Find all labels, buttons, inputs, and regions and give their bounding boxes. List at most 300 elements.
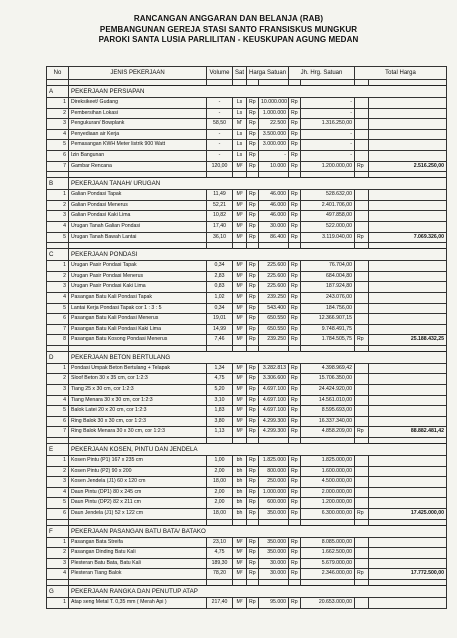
item-unit: M³ [233,211,247,222]
table-row [47,477,447,488]
currency-label: Rp [289,282,301,293]
currency-label: Rp [289,303,301,314]
item-no: 5 [47,232,69,243]
item-amount: - [301,129,355,140]
table-row [47,498,447,509]
table-row [47,129,447,140]
item-unit: M³ [233,314,247,325]
item-unit-price: 4.697.100 [259,395,289,406]
currency-label: Rp [289,271,301,282]
item-unit-price: 225.600 [259,261,289,272]
currency-label: Rp [247,200,259,211]
item-no: 3 [47,282,69,293]
currency-label: Rp [289,292,301,303]
currency-label: Rp [247,129,259,140]
table-row [47,282,447,293]
currency-label: Rp [247,498,259,509]
item-no: 5 [47,406,69,417]
item-unit: M³ [233,406,247,417]
item-amount: 1.662.500,00 [301,548,355,559]
item-unit-price: 350.000 [259,537,289,548]
currency-label: Rp [289,385,301,396]
currency-label: Rp [289,335,301,346]
item-no: 4 [47,487,69,498]
item-volume: 36,10 [207,232,233,243]
currency-label: Rp [247,190,259,201]
item-unit-price: - [259,150,289,161]
item-volume: 4,75 [207,374,233,385]
currency-label: Rp [247,232,259,243]
item-name: Pondasi Umpak Beton Bertulang + Telapak [69,363,207,374]
item-unit-price: 46.000 [259,211,289,222]
currency-label: Rp [289,416,301,427]
item-volume: 0,34 [207,303,233,314]
currency-label: Rp [247,395,259,406]
currency-label: Rp [355,335,369,346]
section-letter: F [47,525,69,537]
item-unit: bh [233,477,247,488]
currency-label: Rp [289,597,301,608]
currency-label: Rp [289,232,301,243]
section-total: 2.516.250,00 [369,161,447,172]
item-volume: 1,13 [207,427,233,438]
currency-label: Rp [289,477,301,488]
item-name: Kosen Pintu (P1) 167 x 235 cm [69,456,207,467]
table-row [47,221,447,232]
item-name: Urugan Tanah Bawah Lantai [69,232,207,243]
currency-label: Rp [289,509,301,520]
currency-label: Rp [247,119,259,130]
section-title: PEKERJAAN RANGKA DAN PENUTUP ATAP [69,585,447,597]
section-row [47,525,447,537]
item-no: 4 [47,221,69,232]
col-header-unit-price: Harga Satuan [247,67,289,80]
item-no: 8 [47,335,69,346]
item-volume: 14,99 [207,324,233,335]
item-volume: - [207,108,233,119]
currency-label: Rp [289,548,301,559]
item-volume: 5,20 [207,385,233,396]
item-name: Galian Pondasi Tapak [69,190,207,201]
table-row [47,98,447,109]
section-letter: C [47,249,69,261]
item-name: Pasangan Batu Kosong Pondasi Menerus [69,335,207,346]
item-amount: 4.858.209,00 [301,427,355,438]
table-row [47,314,447,325]
item-volume: 18,00 [207,477,233,488]
col-header-no: No [47,67,69,80]
section-title: PEKERJAAN BETON BERTULANG [69,351,447,363]
table-header-row [47,67,447,80]
section-total: 88.882.481,42 [369,427,447,438]
section-title: PEKERJAAN KOSEN, PINTU DAN JENDELA [69,444,447,456]
item-unit-price: 800.000 [259,466,289,477]
currency-label: Rp [289,427,301,438]
item-name: Urugan Tanah Galian Pondasi [69,221,207,232]
item-unit: M³ [233,261,247,272]
item-no: 3 [47,385,69,396]
section-total: 17.425.000,00 [369,509,447,520]
item-unit: M² [233,597,247,608]
currency-label: Rp [247,314,259,325]
item-amount: 243.076,00 [301,292,355,303]
item-unit-price: 600.000 [259,498,289,509]
item-name: Plesteran Batu Bata, Batu Kali [69,558,207,569]
section-row [47,249,447,261]
item-name: Kosen Pintu (P2) 90 x 200 [69,466,207,477]
currency-label: Rp [289,569,301,580]
table-row [47,303,447,314]
item-name: Kosen Jendela (J1) 60 x 120 cm [69,477,207,488]
item-volume: 3,80 [207,416,233,427]
item-name: Izin Bangunan [69,150,207,161]
table-row [47,385,447,396]
item-amount: 15.706.350,00 [301,374,355,385]
item-volume: 120,00 [207,161,233,172]
item-amount: 6.300.000,00 [301,509,355,520]
table-row [47,211,447,222]
item-name: Tiang Menara 30 x 30 cm, cor 1:2:3 [69,395,207,406]
item-unit-price: 30.000 [259,221,289,232]
item-no: 2 [47,108,69,119]
table-row [47,569,447,580]
item-amount: - [301,108,355,119]
item-unit: M³ [233,395,247,406]
item-volume: 2,00 [207,498,233,509]
parish-name: PAROKI SANTA LUSIA PARLILITAN - KEUSKUPAN AGUNG MEDAN [98,35,359,44]
item-amount: - [301,150,355,161]
item-no: 3 [47,211,69,222]
item-unit-price: 239.250 [259,292,289,303]
item-unit-price: 4.697.100 [259,385,289,396]
currency-label: Rp [247,456,259,467]
item-unit-price: 250.000 [259,477,289,488]
section-letter: G [47,585,69,597]
item-no: 6 [47,314,69,325]
item-volume: 2,83 [207,271,233,282]
item-unit-price: 225.600 [259,282,289,293]
item-no: 2 [47,200,69,211]
item-unit-price: 46.000 [259,200,289,211]
item-unit-price: 1.825.000 [259,456,289,467]
item-unit: M² [233,537,247,548]
item-name: Galian Pondasi Menerus [69,200,207,211]
item-unit: Ls [233,108,247,119]
item-amount: 24.424.920,00 [301,385,355,396]
item-amount: 1.200.000,00 [301,498,355,509]
currency-label: Rp [247,487,259,498]
section-title: PEKERJAAN TANAH/ URUGAN [69,178,447,190]
currency-label: Rp [247,406,259,417]
currency-label: Rp [247,108,259,119]
item-no: 4 [47,129,69,140]
currency-label: Rp [289,98,301,109]
section-title: PEKERJAAN PASANGAN BATU BATA/ BATAKO [69,525,447,537]
table-row [47,427,447,438]
item-unit: bh [233,456,247,467]
section-row [47,178,447,190]
item-unit: M² [233,558,247,569]
item-unit: M² [233,569,247,580]
item-unit-price: 10.000.000 [259,98,289,109]
item-no: 3 [47,558,69,569]
item-name: Pasangan Batu Kali Pondasi Menerus [69,314,207,325]
item-no: 5 [47,140,69,151]
item-no: 3 [47,119,69,130]
item-unit: M² [233,161,247,172]
currency-label: Rp [289,108,301,119]
item-unit: M³ [233,200,247,211]
currency-label: Rp [355,569,369,580]
currency-label: Rp [247,211,259,222]
item-amount: 2.346.000,00 [301,569,355,580]
currency-label: Rp [289,261,301,272]
table-row [47,456,447,467]
section-row [47,444,447,456]
item-unit: bh [233,466,247,477]
col-header-amount: Jh. Hrg. Satuan [289,67,355,80]
item-unit: M³ [233,335,247,346]
item-volume: - [207,98,233,109]
item-volume: 78,20 [207,569,233,580]
currency-label: Rp [247,427,259,438]
section-total: 7.069.326,00 [369,232,447,243]
item-no: 5 [47,303,69,314]
currency-label: Rp [247,597,259,608]
item-unit-price: 4.299.300 [259,416,289,427]
item-name: Balok Latei 20 x 20 cm, cor 1:2:3 [69,406,207,417]
item-amount: 522.000,00 [301,221,355,232]
currency-label: Rp [247,98,259,109]
item-unit-price: 95.000 [259,597,289,608]
currency-label: Rp [247,303,259,314]
item-amount: 684.004,80 [301,271,355,282]
item-no: 3 [47,477,69,488]
item-unit: M³ [233,416,247,427]
item-unit: M³ [233,303,247,314]
item-name: Pembersihan Lokasi [69,108,207,119]
item-unit: Ls [233,98,247,109]
table-row [47,232,447,243]
section-letter: A [47,86,69,98]
item-volume: 18,00 [207,509,233,520]
section-letter: E [47,444,69,456]
item-unit-price: 3.500.000 [259,129,289,140]
item-unit-price: 46.000 [259,190,289,201]
item-name: Gambar Rencana [69,161,207,172]
currency-label: Rp [289,211,301,222]
item-no: 1 [47,261,69,272]
currency-label: Rp [289,395,301,406]
item-name: Daun Jendela (J1) 52 x 122 cm [69,509,207,520]
table-row [47,200,447,211]
item-name: Pasangan Batu Kali Pondasi Tapak [69,292,207,303]
item-volume: 0,34 [207,261,233,272]
item-volume: 217,40 [207,597,233,608]
currency-label: Rp [355,509,369,520]
item-name: Urugan Pasir Pondasi Tapak [69,261,207,272]
item-no: 2 [47,466,69,477]
currency-label: Rp [247,221,259,232]
item-amount: - [301,140,355,151]
item-unit-price: 3.282.813 [259,363,289,374]
item-volume: 52,21 [207,200,233,211]
item-amount: 9.748.491,75 [301,324,355,335]
item-no: 1 [47,98,69,109]
table-row [47,558,447,569]
item-no: 4 [47,292,69,303]
item-name: Galian Pondasi Kaki Lima [69,211,207,222]
currency-label: Rp [247,324,259,335]
item-name: Urugan Pasir Pondasi Menerus [69,271,207,282]
item-amount: 1.316.250,00 [301,119,355,130]
item-no: 6 [47,509,69,520]
currency-label: Rp [247,161,259,172]
item-no: 6 [47,416,69,427]
table-row [47,406,447,417]
section-letter: D [47,351,69,363]
item-volume: 189,30 [207,558,233,569]
table-body [47,80,447,609]
item-unit: M³ [233,221,247,232]
item-amount: 20.653.000,00 [301,597,355,608]
item-volume: 19,01 [207,314,233,325]
item-name: Lantai Kerja Pondasi Tapak cor 1 : 3 : 5 [69,303,207,314]
table-row [47,374,447,385]
item-no: 2 [47,271,69,282]
item-amount: 187.924,80 [301,282,355,293]
item-unit-price: 1.000.000 [259,108,289,119]
section-title: PEKERJAAN PERSIAPAN [69,86,447,98]
item-unit: M³ [233,427,247,438]
table-row [47,161,447,172]
currency-label: Rp [247,558,259,569]
item-unit-price: 1.000.000 [259,487,289,498]
item-amount: 4.500.000,00 [301,477,355,488]
currency-label: Rp [247,150,259,161]
item-no: 2 [47,548,69,559]
table-row [47,108,447,119]
currency-label: Rp [289,363,301,374]
item-volume: 17,40 [207,221,233,232]
item-volume: 1,34 [207,363,233,374]
item-unit: M³ [233,190,247,201]
item-unit: Ls [233,129,247,140]
item-no: 1 [47,537,69,548]
item-amount: 8.085.000,00 [301,537,355,548]
item-unit: M³ [233,282,247,293]
item-no: 4 [47,395,69,406]
currency-label: Rp [247,374,259,385]
item-unit: bh [233,498,247,509]
item-name: Daun Pintu (DP1) 80 x 245 cm [69,487,207,498]
item-no: 7 [47,427,69,438]
item-amount: 16.337.340,00 [301,416,355,427]
item-unit-price: 239.250 [259,335,289,346]
currency-label: Rp [247,261,259,272]
table-row [47,548,447,559]
item-unit-price: 350.000 [259,509,289,520]
currency-label: Rp [289,150,301,161]
item-unit-price: 30.000 [259,558,289,569]
item-name: Pasangan Batu Kali Pondasi Kaki Lima [69,324,207,335]
item-name: Ring Balok Menara 30 x 30 cm, cor 1:2:3 [69,427,207,438]
item-amount: 2.401.706,00 [301,200,355,211]
item-unit: Ls [233,140,247,151]
section-total: 25.188.432,25 [369,335,447,346]
item-name: Penyediaan air Kerja [69,129,207,140]
currency-label: Rp [247,385,259,396]
item-unit: bh [233,509,247,520]
item-no: 1 [47,597,69,608]
currency-label: Rp [355,161,369,172]
item-amount: 184.756,00 [301,303,355,314]
table-row [47,537,447,548]
currency-label: Rp [247,282,259,293]
item-name: Urugan Pasir Pondasi Kaki Lima [69,282,207,293]
currency-label: Rp [247,363,259,374]
section-total: 17.772.500,00 [369,569,447,580]
item-unit-price: 225.600 [259,271,289,282]
currency-label: Rp [289,498,301,509]
item-name: Sloof Beton 30 x 35 cm, cor 1:2:3 [69,374,207,385]
item-amount: 12.366.907,15 [301,314,355,325]
item-volume: - [207,140,233,151]
item-volume: 2,00 [207,466,233,477]
table-row [47,597,447,608]
item-volume: 1,00 [207,456,233,467]
item-unit: Ls [233,150,247,161]
item-name: Pasangan Dinding Batu Kali [69,548,207,559]
item-unit: M³ [233,385,247,396]
currency-label: Rp [247,537,259,548]
item-volume: - [207,150,233,161]
item-no: 7 [47,324,69,335]
currency-label: Rp [247,509,259,520]
item-unit-price: 30.000 [259,569,289,580]
item-amount: 1.784.505,75 [301,335,355,346]
item-volume: - [207,129,233,140]
item-unit: M³ [233,271,247,282]
item-volume: 7,46 [207,335,233,346]
currency-label: Rp [289,487,301,498]
table-row [47,261,447,272]
item-amount: 14.561.010,00 [301,395,355,406]
section-row [47,351,447,363]
currency-label: Rp [355,232,369,243]
currency-label: Rp [247,477,259,488]
currency-label: Rp [289,537,301,548]
item-no: 1 [47,456,69,467]
section-title: PEKERJAAN PONDASI [69,249,447,261]
item-unit: M³ [233,374,247,385]
item-amount: 1.600.000,00 [301,466,355,477]
currency-label: Rp [247,416,259,427]
item-unit-price: 3.000.000 [259,140,289,151]
item-name: Tiang 25 x 30 cm, cor 1:2:3 [69,385,207,396]
item-volume: 23,10 [207,537,233,548]
currency-label: Rp [289,406,301,417]
item-volume: 1,83 [207,406,233,417]
item-volume: 1,02 [207,292,233,303]
item-amount: 2.000.000,00 [301,487,355,498]
currency-label: Rp [289,119,301,130]
table-row [47,271,447,282]
currency-label: Rp [247,140,259,151]
table-row [47,395,447,406]
currency-label: Rp [247,292,259,303]
currency-label: Rp [289,466,301,477]
